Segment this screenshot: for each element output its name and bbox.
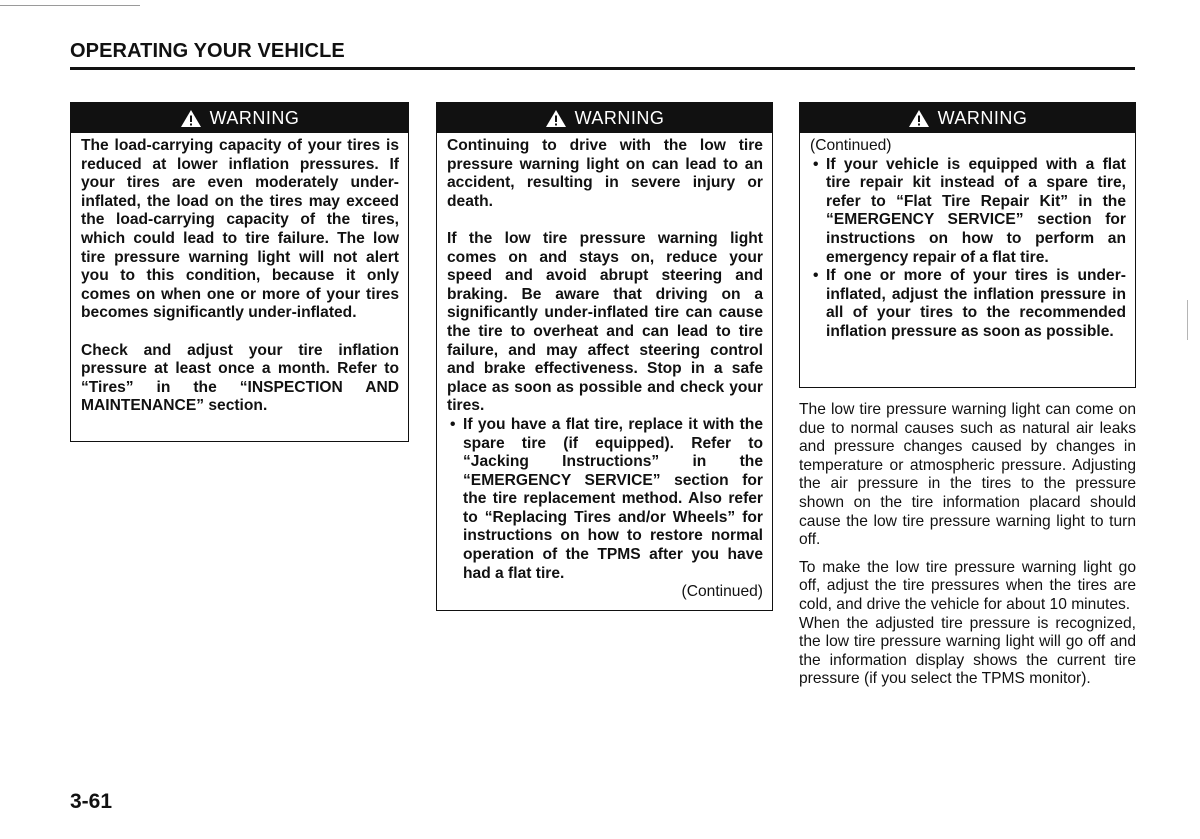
warning-box-1 <box>70 102 409 442</box>
warning-box-3 <box>799 102 1136 388</box>
warning-header <box>437 103 772 133</box>
warning-bullet-list <box>810 156 1126 342</box>
warning-body <box>437 133 772 606</box>
continued-label: (Continued) <box>681 583 763 601</box>
warning-bullet-list <box>447 416 763 583</box>
warning-header-label: WARNING <box>574 107 665 128</box>
body-paragraph: When the adjusted tire pressure is recognized, the low tire pressure warning light will go off and the information display shows the current tire pressure (if you select the TPMS monitor). <box>799 614 1136 688</box>
warning-triangle-icon <box>908 109 930 128</box>
warning-paragraph: Check and adjust your tire inflation pressure at least once a month. Refer to “Tires” in the “INSPECTION AND MAINTENANCE” section. <box>81 341 399 415</box>
page-number: 3-61 <box>70 790 113 813</box>
warning-triangle-icon <box>180 109 202 128</box>
warning-header <box>800 103 1135 133</box>
warning-header-label: WARNING <box>937 107 1028 128</box>
warning-body <box>71 133 408 420</box>
warning-box-2 <box>436 102 773 611</box>
warning-bullet-item: • If you have a flat tire, replace it with the spare tire (if equipped). Refer to “Jacking Instructions” in the “EMERGENCY SERVICE” section for the tire replacement method. Also refer to “Replacing Tires and/or Wheels” for instructions on how to restore normal operation of the TPMS after you have had a flat tire. <box>447 416 763 583</box>
warning-paragraph: Continuing to drive with the low tire pressure warning light on can lead to an accident, resulting in severe injury or death. <box>447 137 763 210</box>
warning-body <box>800 133 1135 346</box>
body-text <box>799 401 1136 689</box>
scan-edge-mark <box>0 5 140 6</box>
body-paragraph: To make the low tire pressure warning light go off, adjust the tire pressures when the tires are cold, and drive the vehicle for about 10 minutes. <box>799 558 1136 613</box>
warning-bullet-item: • If one or more of your tires is under-inflated, adjust the inflation pressure in all of your tires to the recommended inflation pressure as soon as possible. <box>810 267 1126 341</box>
body-paragraph: The low tire pressure warning light can come on due to normal causes such as natural air leaks and pressure changes caused by changes in temperature or atmospheric pressure. Adjusting the air pressure in the tires to the pressure shown on the tire information placard should cause the low tire pressure warning light to turn off. <box>799 401 1136 549</box>
warning-triangle-icon <box>545 109 567 128</box>
warning-paragraph: If the low tire pressure warning light comes on and stays on, reduce your speed and avoid abrupt steering and braking. Be aware that driving on a significantly under-inflated tire can cause the tire to overheat and can lead to tire failure, and may affect steering control and brake effectiveness. Stop in a safe place as soon as possible and check your tires. <box>447 229 763 415</box>
scan-edge-mark <box>1187 300 1188 340</box>
section-title: OPERATING YOUR VEHICLE <box>70 40 345 62</box>
warning-paragraph: The load-carrying capacity of your tires is reduced at lower inflation pressures. If your tires are even moderately under-inflated, the load on the tires may exceed the load-carrying capacity of the tires, which could lead to tire failure. The low tire pressure warning light will not alert you to this condition, because it only comes on when one or more of your tires becomes significantly under-inflated. <box>81 137 399 322</box>
header-rule <box>70 67 1135 70</box>
warning-header <box>71 103 408 133</box>
warning-bullet-item: • If your vehicle is equipped with a flat tire repair kit instead of a spare tire, refer to “Flat Tire Repair Kit” in the “EMERGENCY SERVICE” section for instructions on how to perform an emergency repair of a flat tire. <box>810 156 1126 268</box>
warning-header-label: WARNING <box>209 107 300 128</box>
continued-label: (Continued) <box>810 137 892 154</box>
